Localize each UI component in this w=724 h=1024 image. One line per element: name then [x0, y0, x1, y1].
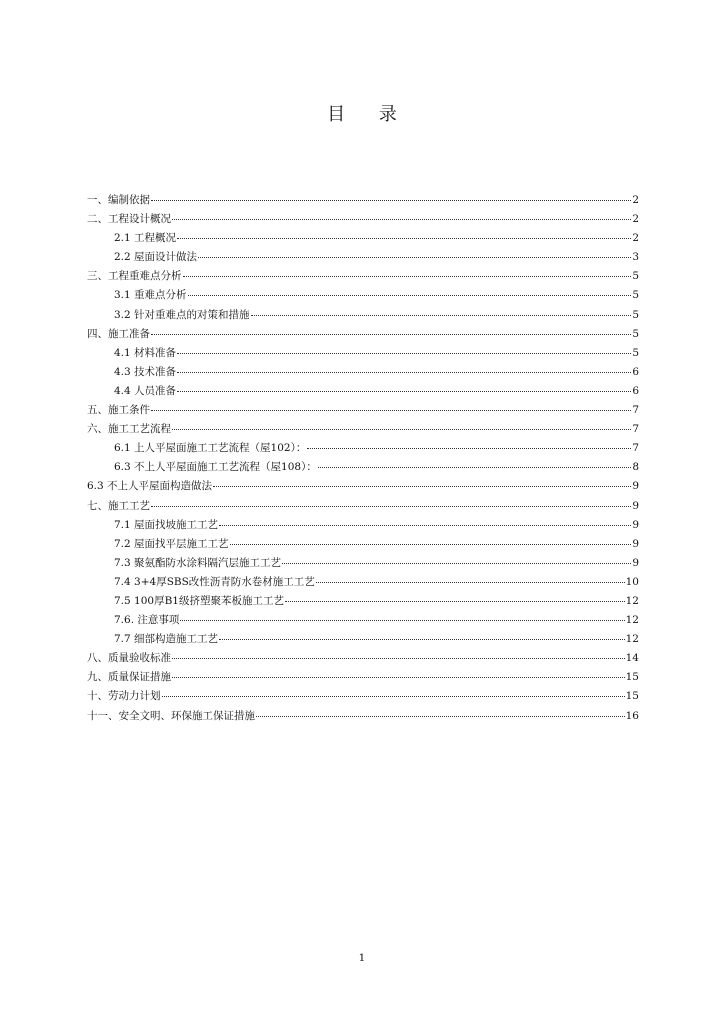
toc-entry-label: 7.7 细部构造施工工艺: [114, 633, 219, 646]
toc-entry-page: 8: [632, 461, 639, 474]
table-of-contents: [87, 191, 639, 726]
toc-dot-leader: [151, 333, 631, 335]
toc-dot-leader: [183, 275, 632, 277]
toc-entry[interactable]: [87, 497, 639, 516]
toc-entry[interactable]: [87, 611, 639, 630]
toc-entry-label: 六、施工工艺流程: [87, 423, 171, 436]
toc-dot-leader: [172, 657, 625, 659]
toc-entry-page: 9: [632, 556, 639, 569]
toc-entry-page: 10: [625, 575, 639, 588]
toc-entry-page: 7: [632, 423, 639, 436]
toc-dot-leader: [285, 600, 625, 602]
toc-entry-label: 八、质量验收标准: [87, 652, 171, 665]
toc-entry[interactable]: [87, 210, 639, 229]
toc-dot-leader: [230, 543, 632, 545]
toc-entry[interactable]: [87, 554, 639, 573]
toc-dot-leader: [251, 314, 632, 316]
toc-dot-leader: [151, 199, 631, 201]
toc-entry[interactable]: [87, 477, 639, 496]
toc-dot-leader: [318, 466, 631, 468]
toc-entry-page: 9: [632, 537, 639, 550]
toc-entry[interactable]: [87, 439, 639, 458]
toc-entry-page: 2: [632, 232, 639, 245]
toc-entry-page: 3: [632, 251, 639, 264]
toc-entry[interactable]: [87, 687, 639, 706]
toc-entry[interactable]: [87, 573, 639, 592]
toc-dot-leader: [177, 371, 631, 373]
toc-entry-label: 十、劳动力计划: [87, 690, 161, 703]
toc-entry-page: 5: [632, 270, 639, 283]
toc-entry-page: 12: [625, 594, 639, 607]
toc-entry-label: 4.1 材料准备: [114, 346, 177, 359]
toc-entry[interactable]: [87, 191, 639, 210]
toc-entry-label: 6.3 不上人平屋面施工工艺流程（屋108）：: [114, 461, 317, 474]
toc-entry[interactable]: [87, 458, 639, 477]
toc-entry-label: 6.3 不上人平屋面构造做法: [87, 480, 213, 493]
toc-entry[interactable]: [87, 325, 639, 344]
toc-entry-label: 3.1 重难点分析: [114, 289, 187, 302]
toc-entry-label: 三、工程重难点分析: [87, 270, 182, 283]
toc-dot-leader: [177, 390, 631, 392]
toc-entry[interactable]: [87, 229, 639, 248]
toc-entry-label: 4.4 人员准备: [114, 384, 177, 397]
toc-dot-leader: [188, 294, 632, 296]
toc-entry[interactable]: [87, 535, 639, 554]
toc-dot-leader: [198, 256, 631, 258]
toc-entry-page: 5: [632, 289, 639, 302]
toc-entry-label: 五、施工条件: [87, 404, 150, 417]
toc-entry-page: 15: [625, 671, 639, 684]
toc-entry-page: 2: [632, 213, 639, 226]
toc-entry-label: 3.2 针对重难点的对策和措施: [114, 308, 250, 321]
toc-dot-leader: [316, 581, 625, 583]
toc-dot-leader: [172, 218, 631, 220]
toc-dot-leader: [307, 447, 631, 449]
toc-entry[interactable]: [87, 267, 639, 286]
toc-dot-leader: [282, 562, 631, 564]
toc-dot-leader: [151, 505, 631, 507]
toc-entry-label: 4.3 技术准备: [114, 365, 177, 378]
toc-entry[interactable]: [87, 382, 639, 401]
toc-entry-page: 2: [632, 194, 639, 206]
toc-entry-page: 9: [632, 518, 639, 531]
toc-entry-label: 2.1 工程概况: [114, 232, 177, 245]
toc-dot-leader: [213, 485, 631, 487]
toc-dot-leader: [162, 695, 625, 697]
toc-dot-leader: [151, 409, 631, 411]
toc-entry-page: 5: [632, 346, 639, 359]
toc-dot-leader: [180, 619, 624, 621]
toc-entry-page: 6: [632, 384, 639, 397]
toc-dot-leader: [177, 237, 631, 239]
toc-dot-leader: [256, 715, 625, 717]
toc-dot-leader: [219, 638, 625, 640]
toc-entry-page: 7: [632, 442, 639, 455]
toc-entry-label: 九、质量保证措施: [87, 671, 171, 684]
toc-entry-label: 7.5 100厚B1级挤塑聚苯板施工工艺: [114, 594, 284, 607]
toc-entry-label: 7.1 屋面找坡施工工艺: [114, 518, 219, 531]
toc-entry[interactable]: [87, 649, 639, 668]
toc-entry-label: 二、工程设计概况: [87, 213, 171, 226]
toc-entry[interactable]: [87, 668, 639, 687]
toc-entry-page: 5: [632, 327, 639, 340]
toc-title: 目 录: [327, 104, 411, 125]
toc-entry[interactable]: [87, 420, 639, 439]
toc-dot-leader: [177, 352, 631, 354]
toc-entry[interactable]: [87, 306, 639, 325]
toc-entry-label: 7.3 聚氨酯防水涂料隔汽层施工工艺: [114, 556, 282, 569]
toc-entry-label: 7.2 屋面找平层施工工艺: [114, 537, 229, 550]
toc-entry-page: 15: [625, 690, 639, 703]
toc-entry-label: 一、编制依据: [87, 194, 150, 206]
toc-entry-page: 9: [632, 499, 639, 512]
toc-entry[interactable]: [87, 286, 639, 305]
toc-entry[interactable]: [87, 344, 639, 363]
toc-entry-label: 7.6. 注意事项: [114, 614, 180, 627]
toc-entry-page: 16: [625, 709, 639, 722]
toc-entry[interactable]: [87, 516, 639, 535]
toc-entry[interactable]: [87, 592, 639, 611]
toc-entry[interactable]: [87, 248, 639, 267]
toc-entry[interactable]: [87, 630, 639, 649]
toc-entry-page: 12: [625, 633, 639, 646]
toc-entry-page: 9: [632, 480, 639, 493]
toc-dot-leader: [172, 676, 625, 678]
toc-entry-page: 5: [632, 308, 639, 321]
page-number: 1: [358, 952, 366, 964]
toc-entry-page: 12: [625, 614, 639, 627]
toc-entry-label: 2.2 屋面设计做法: [114, 251, 198, 264]
toc-entry-label: 七、施工工艺: [87, 499, 150, 512]
toc-entry-page: 14: [625, 652, 639, 665]
toc-entry[interactable]: [87, 363, 639, 382]
toc-entry[interactable]: [87, 707, 639, 726]
toc-entry-label: 四、施工准备: [87, 327, 150, 340]
toc-entry[interactable]: [87, 401, 639, 420]
toc-entry-page: 6: [632, 365, 639, 378]
toc-entry-label: 十一、安全文明、环保施工保证措施: [87, 709, 255, 722]
toc-entry-label: 7.4 3+4厚SBS改性沥青防水卷材施工工艺: [114, 575, 315, 588]
toc-dot-leader: [219, 524, 631, 526]
toc-entry-label: 6.1 上人平屋面施工工艺流程（屋102）：: [114, 442, 307, 455]
toc-dot-leader: [172, 428, 631, 430]
toc-entry-page: 7: [632, 404, 639, 417]
